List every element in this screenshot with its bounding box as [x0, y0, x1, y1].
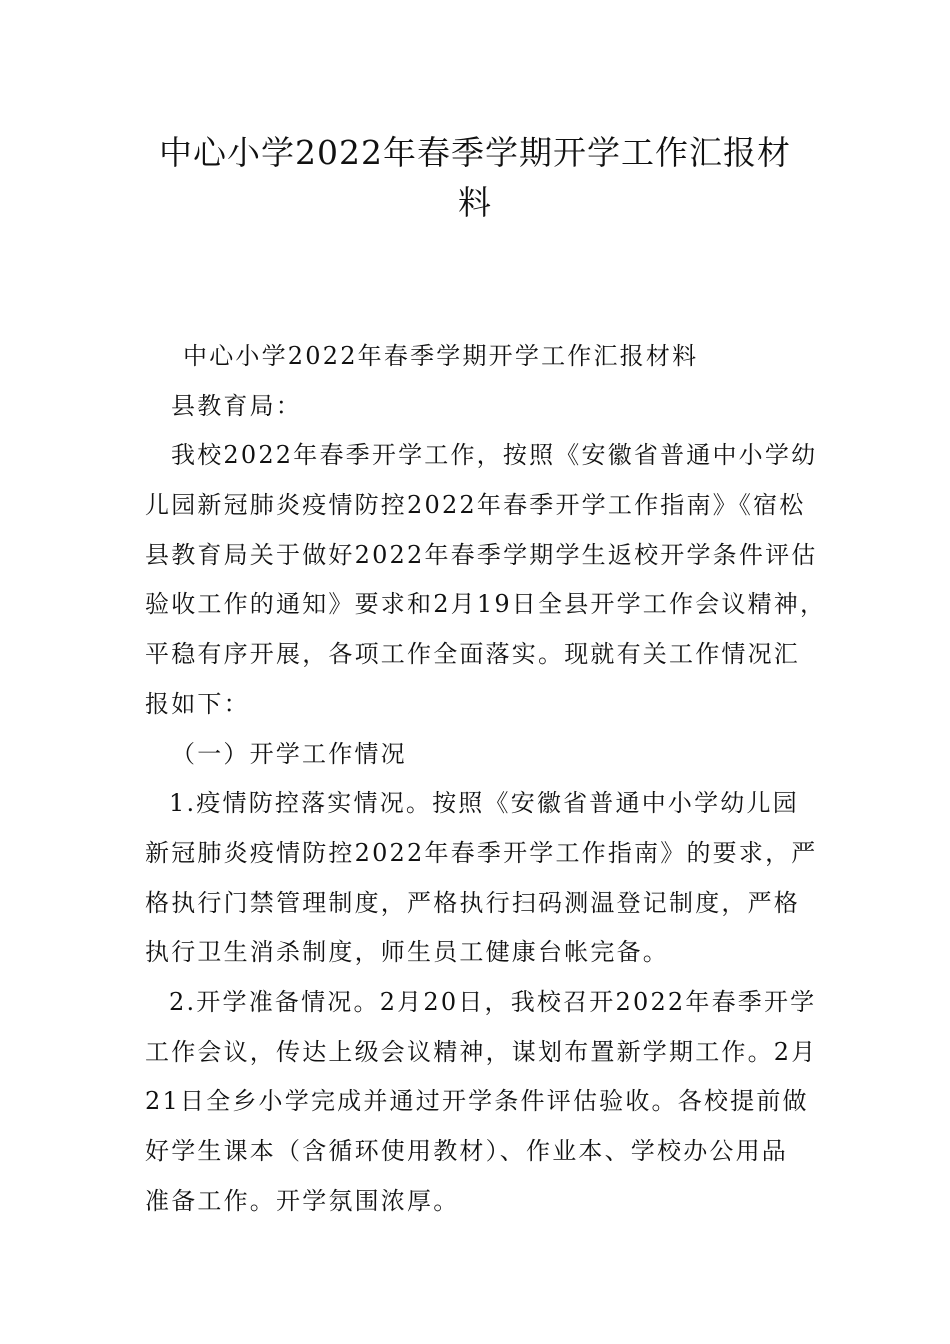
- title-line-1: 中心小学2022年春季学期开学工作汇报材: [159, 133, 791, 172]
- paragraph-line: 报如下：: [145, 689, 250, 718]
- paragraph-line: 工作会议，传达上级会议精神，谋划布置新学期工作。2月: [145, 1037, 818, 1066]
- section-heading: （一）开学工作情况: [171, 739, 407, 768]
- title-line-2: 料: [458, 183, 492, 222]
- salutation-line: 县教育局：: [171, 391, 302, 420]
- subtitle-line: 中心小学2022年春季学期开学工作汇报材料: [183, 342, 699, 370]
- document-body: [145, 332, 827, 1226]
- paragraph-line: 我校2022年春季开学工作，按照《安徽省普通中小学幼: [171, 441, 818, 470]
- paragraph-line: 21日全乡小学完成并通过开学条件评估验收。各校提前做: [145, 1087, 809, 1116]
- paragraph-line: 平稳有序开展，各项工作全面落实。现就有关工作情况汇: [145, 640, 800, 669]
- document-title: [120, 128, 830, 228]
- paragraph-line: 好学生课本（含循环使用教材）、作业本、学校办公用品: [145, 1137, 788, 1165]
- paragraph-line: 2.开学准备情况。2月20日，我校召开2022年春季开学: [169, 987, 817, 1016]
- paragraph-line: 格执行门禁管理制度，严格执行扫码测温登记制度，严格: [145, 888, 800, 917]
- paragraph-line: 儿园新冠肺炎疫情防控2022年春季开学工作指南》《宿松: [145, 491, 806, 520]
- paragraph-line: 新冠肺炎疫情防控2022年春季开学工作指南》的要求，严: [145, 838, 818, 867]
- paragraph-line: 准备工作。开学氛围浓厚。: [145, 1186, 460, 1215]
- paragraph-line: 县教育局关于做好2022年春季学期学生返校开学条件评估: [145, 540, 818, 569]
- paragraph-line: 验收工作的通知》要求和2月19日全县开学工作会议精神，: [145, 590, 827, 619]
- paragraph-line: 执行卫生消杀制度，师生员工健康台帐完备。: [145, 938, 669, 967]
- paragraph-line: 1.疫情防控落实情况。按照《安徽省普通中小学幼儿园: [169, 789, 799, 818]
